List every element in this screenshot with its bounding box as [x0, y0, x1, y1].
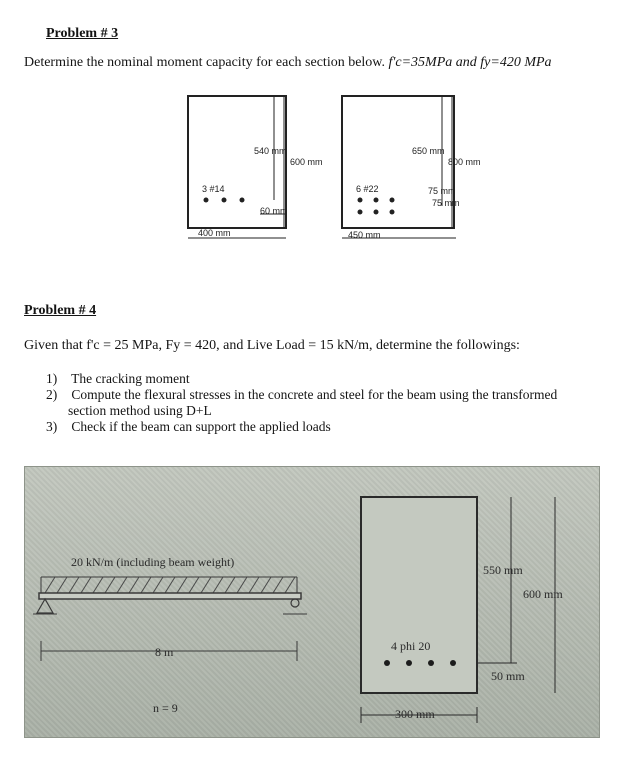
roller-support — [291, 599, 299, 607]
rebar-dot — [358, 210, 363, 215]
pin-support — [37, 599, 53, 613]
beam — [39, 593, 301, 599]
list-item-text: Check if the beam can support the applied loads — [71, 419, 331, 434]
section-2-bars-label: 6 #22 — [356, 184, 379, 194]
hatch-lines — [45, 577, 295, 593]
section-2-height-label: 800 mm — [448, 157, 481, 167]
list-item — [46, 387, 616, 403]
rebar-dot — [390, 198, 395, 203]
cross-section-outline — [361, 497, 477, 693]
rebar-dot — [384, 660, 390, 666]
section-1-bars-label: 3 #14 — [202, 184, 225, 194]
section-1-height-label: 600 mm — [290, 157, 323, 167]
list-item-text: Compute the flexural stresses in the concrete and steel for the beam using the transformed — [71, 387, 558, 402]
modular-ratio-label: n = 9 — [153, 701, 178, 715]
problem-4-list — [46, 371, 616, 435]
problem-4-heading: Problem # 4 — [24, 303, 97, 318]
rebar-dot — [240, 198, 245, 203]
section-2-cover1-label: 75 mm — [428, 186, 456, 196]
list-item-number: 3) — [46, 419, 58, 434]
rebar-dot — [222, 198, 227, 203]
span-label: 8 m — [155, 645, 174, 659]
rebar-dot — [390, 210, 395, 215]
distributed-load-hatch — [41, 577, 297, 593]
problem-3-heading: Problem # 3 — [46, 26, 119, 41]
list-item-number: 2) — [46, 387, 58, 402]
rebar-dot — [374, 198, 379, 203]
section-2-outline — [342, 96, 454, 228]
load-label: 20 kN/m (including beam weight) — [71, 555, 235, 569]
rebar-dot — [204, 198, 209, 203]
section-1-depth-label: 540 mm — [254, 146, 287, 156]
section-2-cover2-label: 75 mm — [432, 198, 460, 208]
problem-4-statement: Given that f'c = 25 MPa, Fy = 420, and Live Load = 15 kN/m, determine the followings: — [24, 338, 520, 353]
depth-label: 550 mm — [483, 563, 523, 577]
width-label: 300 mm — [395, 707, 435, 721]
rebar-dot — [428, 660, 434, 666]
beam-sections-figure — [180, 88, 480, 248]
rebar-dot — [358, 198, 363, 203]
section-1-width-label: 400 mm — [198, 228, 231, 238]
rebar-dot — [374, 210, 379, 215]
list-item — [46, 419, 616, 435]
bars-label: 4 phi 20 — [391, 639, 431, 653]
problem-4-figure-photo — [24, 466, 600, 738]
rebar-dot — [450, 660, 456, 666]
problem-3-given: f'c=35MPa and fy=420 MPa — [388, 55, 552, 70]
section-2-width-label: 450 mm — [348, 230, 381, 240]
beam-diagram — [25, 467, 599, 737]
section-2-depth-label: 650 mm — [412, 146, 445, 156]
problem-3-statement-text: Determine the nominal moment capacity for each section below. — [24, 55, 386, 70]
list-item-continuation: section method using D+L — [68, 403, 212, 418]
section-1 — [188, 96, 286, 238]
list-item — [46, 371, 616, 387]
rebar-dot — [406, 660, 412, 666]
problem-3-statement — [24, 55, 552, 71]
cover-label: 50 mm — [491, 669, 525, 683]
section-1-cover-label: 60 mm — [260, 206, 288, 216]
height-label: 600 mm — [523, 587, 563, 601]
list-item-text: The cracking moment — [71, 371, 190, 386]
list-item-number: 1) — [46, 371, 58, 386]
section-2 — [342, 96, 456, 238]
